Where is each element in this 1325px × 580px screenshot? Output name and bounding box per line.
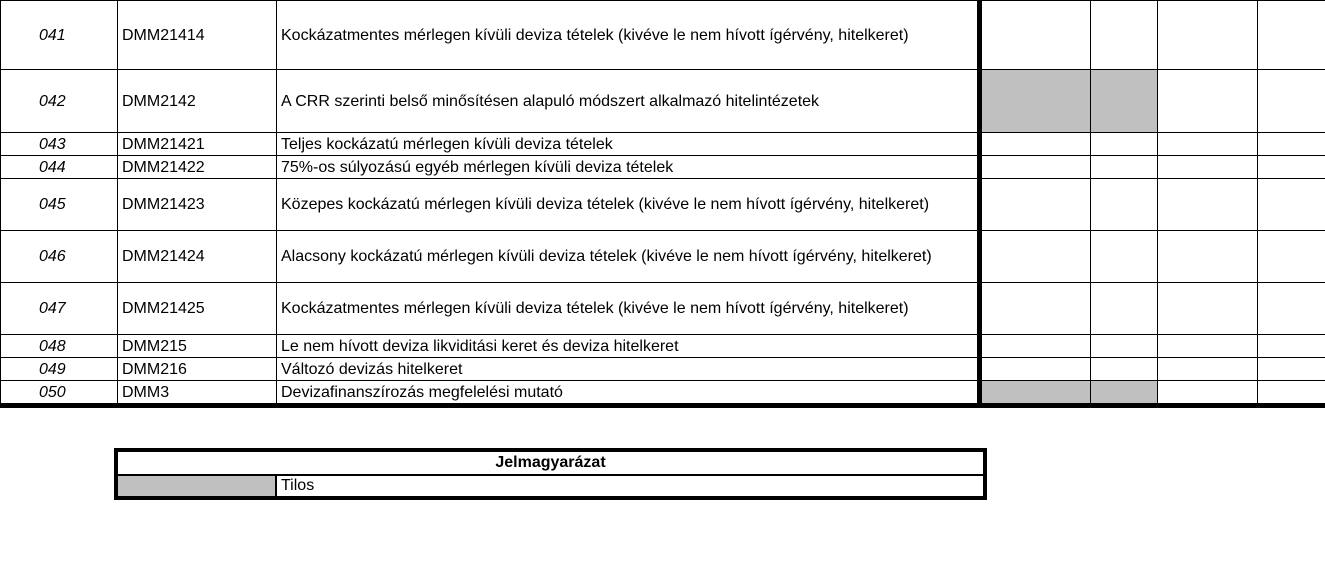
row-id: DMM21424 <box>118 231 277 283</box>
forbidden-cell <box>980 70 1091 133</box>
row-id: DMM3 <box>118 381 277 406</box>
value-cell[interactable] <box>980 179 1091 231</box>
value-cell[interactable] <box>1091 283 1158 335</box>
row-id: DMM21422 <box>118 156 277 179</box>
row-code: 045 <box>1 179 118 231</box>
value-cell[interactable] <box>1258 335 1325 358</box>
value-cell[interactable] <box>1091 231 1158 283</box>
value-cell[interactable] <box>980 335 1091 358</box>
row-description: Alacsony kockázatú mérlegen kívüli deviza tételek (kivéve le nem hívott ígérvény, hitelkeret) <box>277 231 980 283</box>
forbidden-cell <box>980 381 1091 406</box>
row-code: 043 <box>1 133 118 156</box>
row-description: 75%-os súlyozású egyéb mérlegen kívüli deviza tételek <box>277 156 980 179</box>
table-row <box>1 70 1325 133</box>
value-cell[interactable] <box>1158 283 1258 335</box>
row-id: DMM21414 <box>118 1 277 70</box>
table-row <box>1 381 1325 406</box>
table-row <box>1 1 1325 70</box>
value-cell[interactable] <box>1091 133 1158 156</box>
row-code: 041 <box>1 1 118 70</box>
value-cell[interactable] <box>1158 231 1258 283</box>
value-cell[interactable] <box>1258 1 1325 70</box>
row-id: DMM216 <box>118 358 277 381</box>
row-description: Teljes kockázatú mérlegen kívüli deviza tételek <box>277 133 980 156</box>
legend-table <box>114 448 987 500</box>
row-id: DMM21423 <box>118 179 277 231</box>
legend-forbidden-swatch <box>116 475 276 498</box>
row-description: Közepes kockázatú mérlegen kívüli deviza tételek (kivéve le nem hívott ígérvény, hitelkeret) <box>277 179 980 231</box>
value-cell[interactable] <box>980 1 1091 70</box>
row-description: Le nem hívott deviza likviditási keret és deviza hitelkeret <box>277 335 980 358</box>
value-cell[interactable] <box>1158 1 1258 70</box>
table-row <box>1 133 1325 156</box>
value-cell[interactable] <box>1091 179 1158 231</box>
table-row <box>1 231 1325 283</box>
value-cell[interactable] <box>1258 231 1325 283</box>
value-cell[interactable] <box>980 283 1091 335</box>
value-cell[interactable] <box>1158 133 1258 156</box>
value-cell[interactable] <box>980 156 1091 179</box>
value-cell[interactable] <box>1158 335 1258 358</box>
value-cell[interactable] <box>1091 358 1158 381</box>
row-code: 044 <box>1 156 118 179</box>
row-code: 050 <box>1 381 118 406</box>
row-id: DMM215 <box>118 335 277 358</box>
row-description: Változó devizás hitelkeret <box>277 358 980 381</box>
value-cell[interactable] <box>1258 156 1325 179</box>
table-row <box>1 179 1325 231</box>
legend-title: Jelmagyarázat <box>116 450 985 475</box>
value-cell[interactable] <box>1091 1 1158 70</box>
row-description: Kockázatmentes mérlegen kívüli deviza tételek (kivéve le nem hívott ígérvény, hitelkeret) <box>277 283 980 335</box>
value-cell[interactable] <box>980 133 1091 156</box>
value-cell[interactable] <box>1258 133 1325 156</box>
value-cell[interactable] <box>1258 179 1325 231</box>
row-description: Kockázatmentes mérlegen kívüli deviza tételek (kivéve le nem hívott ígérvény, hitelkeret) <box>277 1 980 70</box>
table-row <box>1 358 1325 381</box>
value-cell[interactable] <box>1158 381 1258 406</box>
table-row <box>1 156 1325 179</box>
table-row <box>1 283 1325 335</box>
value-cell[interactable] <box>980 358 1091 381</box>
row-code: 049 <box>1 358 118 381</box>
row-code: 048 <box>1 335 118 358</box>
value-cell[interactable] <box>1091 156 1158 179</box>
value-cell[interactable] <box>1158 70 1258 133</box>
row-id: DMM2142 <box>118 70 277 133</box>
row-code: 046 <box>1 231 118 283</box>
legend-forbidden-label: Tilos <box>276 475 985 498</box>
value-cell[interactable] <box>1091 335 1158 358</box>
forbidden-cell <box>1091 381 1158 406</box>
row-description: A CRR szerinti belső minősítésen alapuló módszert alkalmazó hitelintézetek <box>277 70 980 133</box>
value-cell[interactable] <box>1158 179 1258 231</box>
value-cell[interactable] <box>1158 156 1258 179</box>
row-description: Devizafinanszírozás megfelelési mutató <box>277 381 980 406</box>
value-cell[interactable] <box>1258 70 1325 133</box>
value-cell[interactable] <box>1258 283 1325 335</box>
forbidden-cell <box>1091 70 1158 133</box>
value-cell[interactable] <box>980 231 1091 283</box>
value-cell[interactable] <box>1258 358 1325 381</box>
row-id: DMM21425 <box>118 283 277 335</box>
value-cell[interactable] <box>1158 358 1258 381</box>
value-cell[interactable] <box>1258 381 1325 406</box>
table-row <box>1 335 1325 358</box>
row-id: DMM21421 <box>118 133 277 156</box>
row-code: 042 <box>1 70 118 133</box>
row-code: 047 <box>1 283 118 335</box>
